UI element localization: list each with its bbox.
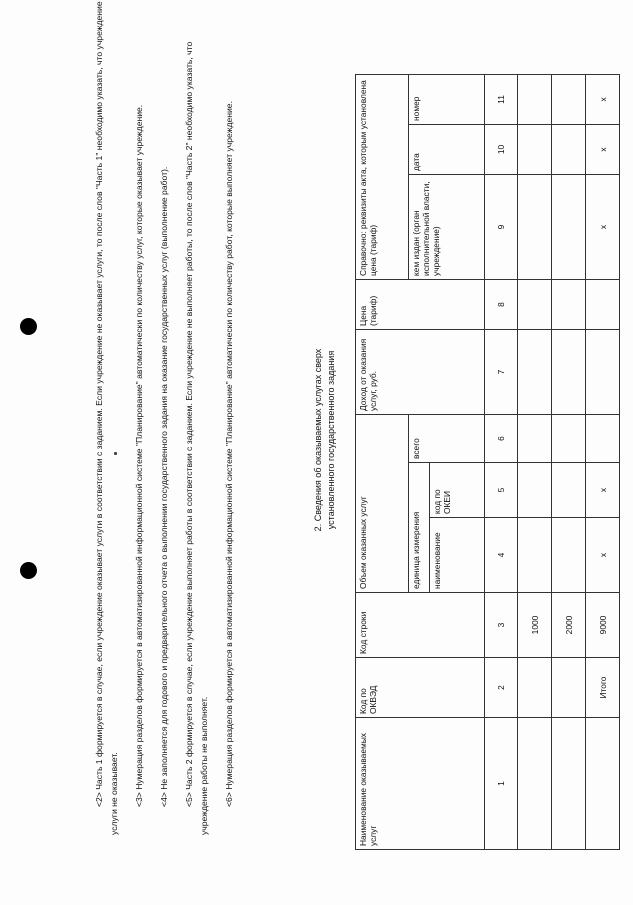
cell-okei (552, 463, 586, 518)
cell-price (586, 279, 620, 329)
column-number: 11 (485, 74, 518, 124)
footnote-3: <3> Нумерация разделов формируется в автоматизированной информационной системе "Планирование" автоматически по количеству услуг, которые оказывает учреждение. (134, 104, 144, 807)
cell-unit-name (518, 518, 552, 593)
header-price: Цена (тариф) (356, 279, 485, 329)
table-row (552, 74, 586, 849)
header-service-name: Наименование оказываемых услуг (356, 718, 485, 850)
cell-income (552, 329, 586, 414)
cell-okei: x (586, 463, 620, 518)
cell-total (518, 414, 552, 462)
cell-date (552, 124, 586, 174)
cell-issued-by (552, 174, 586, 279)
cell-price (552, 279, 586, 329)
cell-number (518, 74, 552, 124)
cell-okei (518, 463, 552, 518)
header-total: всего (409, 414, 485, 462)
column-number: 1 (485, 718, 518, 850)
column-number: 5 (485, 463, 518, 518)
section-caption (312, 280, 338, 600)
column-number: 3 (485, 593, 518, 658)
caption-line-2: установленного государственного задания (326, 350, 336, 530)
caption-line-1: 2. Сведения об оказываемых услугах сверх (313, 348, 323, 532)
header-row-code: Код строки (356, 593, 485, 658)
cell-issued-by: x (586, 174, 620, 279)
cell-row-code: 9000 (586, 593, 620, 658)
header-date: дата (409, 124, 485, 174)
cell-service-name (518, 718, 552, 850)
header-number: номер (409, 74, 485, 124)
services-table (355, 74, 620, 850)
footnote-4: <4> Не заполняется для годового и предварительного отчета о выполнении государственного задания на оказание государственных услуг (выполнение работ). (159, 166, 169, 807)
cell-date (518, 124, 552, 174)
header-volume: Объем оказанных услуг (356, 414, 409, 592)
header-unit-name: наименование (430, 518, 485, 593)
cell-number (552, 74, 586, 124)
header-okved: Код по ОКВЭД (356, 658, 485, 718)
cell-row-code: 1000 (518, 593, 552, 658)
column-number: 4 (485, 518, 518, 593)
cell-service-name (586, 718, 620, 850)
header-reference: Справочно: реквизиты акта, которым установлена цена (тариф) (356, 74, 409, 279)
column-number-row (485, 74, 518, 849)
cell-unit-name: x (586, 518, 620, 593)
cell-total-label: Итого (586, 658, 620, 718)
cell-number: x (586, 74, 620, 124)
table-row-total (586, 74, 620, 849)
cell-unit-name (552, 518, 586, 593)
cell-date: x (586, 124, 620, 174)
cell-okved (518, 658, 552, 718)
column-number: 2 (485, 658, 518, 718)
cell-income (518, 329, 552, 414)
column-number: 8 (485, 279, 518, 329)
cell-issued-by (518, 174, 552, 279)
column-number: 10 (485, 124, 518, 174)
footnote-2: <2> Часть 1 формируется в случае, если учреждение оказывает услуги в соответствии с заданием. Если учреждение не оказывает услуги, то после слов "Часть 1" необходимо указать, что учреждение услуги не оказывает. (94, 1, 119, 835)
footnote-6: <6> Нумерация разделов формируется в автоматизированной информационной системе "Планирование" автоматически по количеству работ, которые выполняет учреждение. (224, 101, 234, 807)
footnotes (92, 0, 247, 835)
cell-total (586, 414, 620, 462)
header-okei: код по ОКЕИ (430, 463, 485, 518)
table-row (518, 74, 552, 849)
cell-total (552, 414, 586, 462)
cell-okved (552, 658, 586, 718)
cell-service-name (552, 718, 586, 850)
cell-income (586, 329, 620, 414)
cell-price (518, 279, 552, 329)
header-unit: единица измерения (409, 463, 430, 593)
column-number: 6 (485, 414, 518, 462)
header-income: Доход от оказания услуг, руб. (356, 329, 485, 414)
column-number: 9 (485, 174, 518, 279)
header-issued-by: кем издан (орган исполнительной власти, учреждение) (409, 174, 485, 279)
column-number: 7 (485, 329, 518, 414)
cell-row-code: 2000 (552, 593, 586, 658)
footnote-5: <5> Часть 2 формируется в случае, если учреждение выполняет работы в соответствии с заданием. Если учреждение не выполняет работы, то после слов "Часть 2" необходимо указать, что учреждение работы не выполняет. (184, 41, 209, 835)
